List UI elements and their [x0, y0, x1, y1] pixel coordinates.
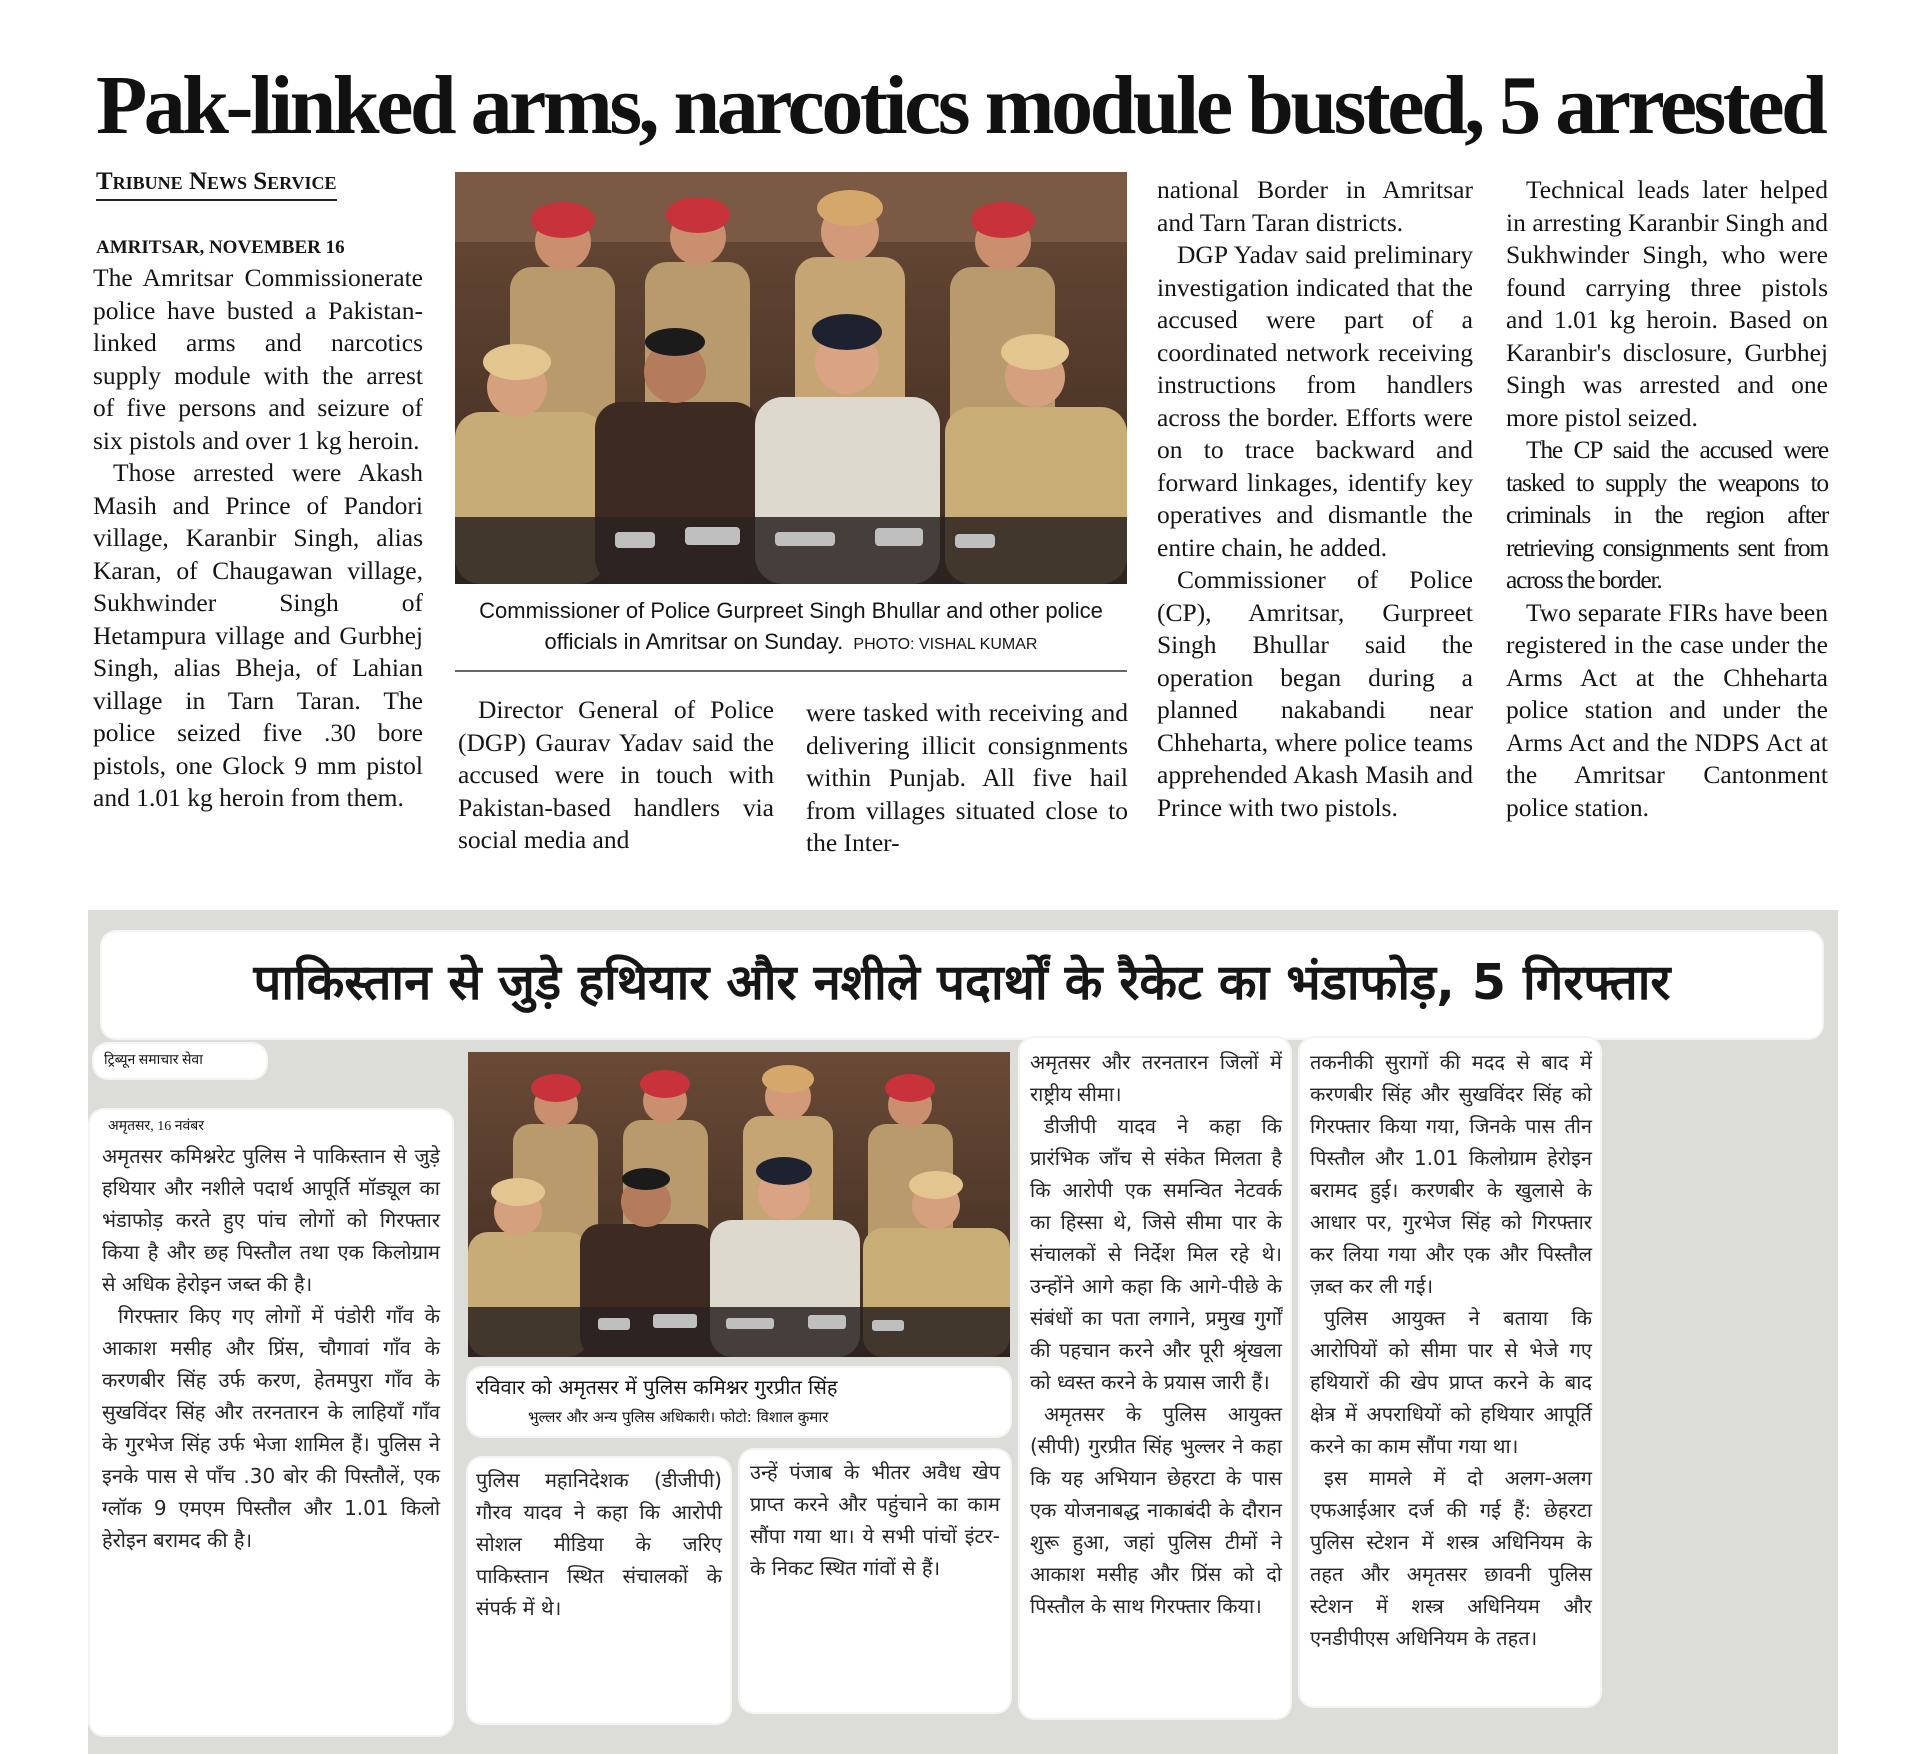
english-column-5 [1506, 174, 1828, 824]
hindi-col4-paragraph: अमृतसर और तरनतारन जिलों में राष्ट्रीय सीमा। [1030, 1050, 1282, 1106]
english-column-4 [1157, 174, 1473, 824]
english-col5-paragraph: Technical leads later helped in arresting Karanbir Singh and Sukhwinder Singh, who were found carrying three pistols and 1.01 kg heroin. Based on Karanbir's disclosure, Gurbhej Singh was arrested and one more pistol seized. [1506, 175, 1828, 432]
english-col1-paragraph: Those arrested were Akash Masih and Prince of Pandori village, Karanbir Singh, alias Karan, of Chaugawan village, Sukhwinder Singh of Hetampura village and Gurbhej Singh, alias Bheja, of Lahian village in Tarn Taran. The police seized five .30 bore pistols, one Glock 9 mm pistol and 1.01 kg heroin from them. [93, 458, 423, 812]
english-col5-paragraph: Two separate FIRs have been registered in the case under the Arms Act at the Chheharta police station and under the Arms Act and the NDPS Act at the Amritsar Cantonment police station. [1506, 597, 1828, 822]
hindi-police-photo [468, 1052, 1010, 1357]
hindi-byline: ट्रिब्यून समाचार सेवा [104, 1053, 203, 1068]
english-dateline: AMRITSAR, NOVEMBER 16 [96, 237, 345, 258]
hindi-col4-paragraph: डीजीपी यादव ने कहा कि प्रारंभिक जाँच से संकेत मिलता है कि आरोपी एक समन्वित नेटवर्क का हिस्सा थे, जिसे सीमा पार के संचालकों से निर्देश मिल रहे थे। उन्होंने आगे कहा कि आगे-पीछे के संबंधों का पता लगाने, प्रमुख गुर्गों की पहचान करने और पूरी श्रृंखला को ध्वस्त करने के प्रयास जारी हैं। [1030, 1114, 1282, 1394]
english-byline: Tribune News Service [96, 167, 337, 201]
english-col4-paragraph: Commissioner of Police (CP), Amritsar, Gurpreet Singh Bhullar said the operation began during a planned nakabandi near Chheharta, where police teams apprehended Akash Masih and Prince with two pistols. [1157, 565, 1473, 822]
english-col3-paragraph: were tasked with receiving and delivering illicit consignments within Punjab. All five hail from villages situated close to the Inter- [806, 698, 1128, 857]
hindi-caption-card [468, 1368, 1010, 1436]
english-col5-paragraph: The CP said the accused were tasked to supply the weapons to criminals in the region after retrieving consignments sent from across the border. [1506, 435, 1828, 594]
hindi-column-4-card [1020, 1038, 1290, 1718]
hindi-col5-paragraph: पुलिस आयुक्त ने बताया कि आरोपियों को सीमा पार से भेजे गए हथियारों की खेप प्राप्त करने के बाद क्षेत्र में अपराधियों को हथियार आपूर्ति करने का काम सौंपा गया था। [1310, 1306, 1592, 1458]
english-caption-text: Commissioner of Police Gurpreet Singh Bhullar and other police officials in Amritsar on Sunday. [479, 598, 1103, 654]
hindi-column-3-card [740, 1450, 1010, 1712]
english-col1-paragraph: The Amritsar Commissionerate police have busted a Pakistan-linked arms and narcotics supply module with the arrest of five persons and seizure of six pistols and over 1 kg heroin. [93, 263, 423, 455]
hindi-column-1-card [90, 1110, 452, 1735]
english-caption-credit: PHOTO: VISHAL KUMAR [853, 636, 1038, 653]
english-caption-rule [455, 670, 1127, 672]
english-column-3 [806, 697, 1128, 860]
hindi-col5-paragraph: तकनीकी सुरागों की मदद से बाद में करणबीर सिंह और सुखविंदर सिंह को गिरफ्तार किया गया, जिनके पास तीन पिस्तौल और 1.01 किलोग्राम हेरोइन बरामद हुई। करणबीर के खुलासे के आधार पर, गुरभेज सिंह को गिरफ्तार कर लिया गया और एक और पिस्तौल ज़ब्त कर ली गई। [1310, 1050, 1592, 1298]
hindi-column-4 [1030, 1046, 1282, 1622]
hindi-col1-paragraph: गिरफ्तार किए गए लोगों में पंडोरी गाँव के आकाश मसीह और प्रिंस, चौगावां गाँव के करणबीर सिंह उर्फ करण, हेतमपुरा गाँव के सुखविंदर सिंह और तरनतारन के लाहियाँ गाँव के गुरभेज सिंह उर्फ भेजा शामिल हैं। पुलिस ने इनके पास से पाँच .30 बोर की पिस्तौलें, एक ग्लॉक 9 एमएम पिस्तौल और 1.01 किलो हेरोइन बरामद की है। [102, 1304, 440, 1552]
hindi-column-5-card [1300, 1038, 1600, 1706]
hindi-col3-paragraph: उन्हें पंजाब के भीतर अवैध खेप प्राप्त करने और पहुंचाने का काम सौंपा गया था। ये सभी पांचों इंटर- के निकट स्थित गांवों से हैं। [750, 1460, 1000, 1580]
hindi-column-1 [102, 1140, 440, 1556]
english-col4-paragraph: national Border in Amritsar and Tarn Taran districts. [1157, 175, 1473, 237]
hindi-col2-paragraph: पुलिस महानिदेशक (डीजीपी) गौरव यादव ने कहा कि आरोपी सोशल मीडिया के जरिए पाकिस्तान स्थित संचालकों के संपर्क में थे। [476, 1468, 722, 1620]
hindi-caption-line-1: रविवार को अमृतसर में पुलिस कमिश्नर गुरप्रीत सिंह [476, 1375, 838, 1399]
hindi-headline-card [102, 932, 1822, 1038]
hindi-column-2 [476, 1464, 722, 1624]
hindi-clipping [88, 910, 1838, 1754]
hindi-column-5 [1310, 1046, 1592, 1654]
hindi-column-3 [750, 1456, 1000, 1584]
hindi-col1-paragraph: अमृतसर कमिश्नरेट पुलिस ने पाकिस्तान से जुड़े हथियार और नशीले पदार्थ आपूर्ति मॉड्यूल का भंडाफोड़ करते हुए पांच लोगों को गिरफ्तार किया है और छह पिस्तौल तथा एक किलोग्राम से अधिक हेरोइन जब्त की है। [102, 1144, 440, 1296]
hindi-headline: पाकिस्तान से जुड़े हथियार और नशीले पदार्थों के रैकेट का भंडाफोड़, 5 गिरफ्तार [253, 954, 1671, 1011]
hindi-caption-line-2: भुल्लर और अन्य पुलिस अधिकारी। फोटो: विशाल कुमार [528, 1408, 829, 1426]
english-column-2 [458, 694, 774, 857]
english-photo-caption [455, 595, 1127, 660]
hindi-col4-paragraph: अमृतसर के पुलिस आयुक्त (सीपी) गुरप्रीत सिंह भुल्लर ने कहा कि यह अभियान छेहरटा के पास एक योजनाबद्ध नाकाबंदी के दौरान शुरू हुआ, जहां पुलिस टीमों ने आकाश मसीह और प्रिंस को दो पिस्तौल के साथ गिरफ्तार किया। [1030, 1402, 1282, 1618]
english-col4-paragraph: DGP Yadav said preliminary investigation indicated that the accused were part of a coordinated network receiving instructions from handlers across the border. Efforts were on to trace backward and forward linkages, identify key operatives and dismantle the entire chain, he added. [1157, 240, 1473, 562]
english-police-photo [455, 172, 1127, 584]
hindi-col5-paragraph: इस मामले में दो अलग-अलग एफआईआर दर्ज की गई हैं: छेहरटा पुलिस स्टेशन में शस्त्र अधिनियम के तहत और अमृतसर छावनी पुलिस स्टेशन में शस्त्र अधिनियम और एनडीपीएस अधिनियम के तहत। [1310, 1466, 1592, 1650]
hindi-byline-card [94, 1044, 266, 1078]
english-column-1 [93, 262, 423, 815]
english-headline: Pak-linked arms, narcotics module busted, 5 arrested [96, 59, 1825, 152]
english-col2-paragraph: Director General of Police (DGP) Gaurav Yadav said the accused were in touch with Pakistan-based handlers via social media and [458, 695, 774, 854]
hindi-column-2-card [468, 1458, 730, 1723]
hindi-dateline: अमृतसर, 16 नवंबर [108, 1119, 205, 1134]
